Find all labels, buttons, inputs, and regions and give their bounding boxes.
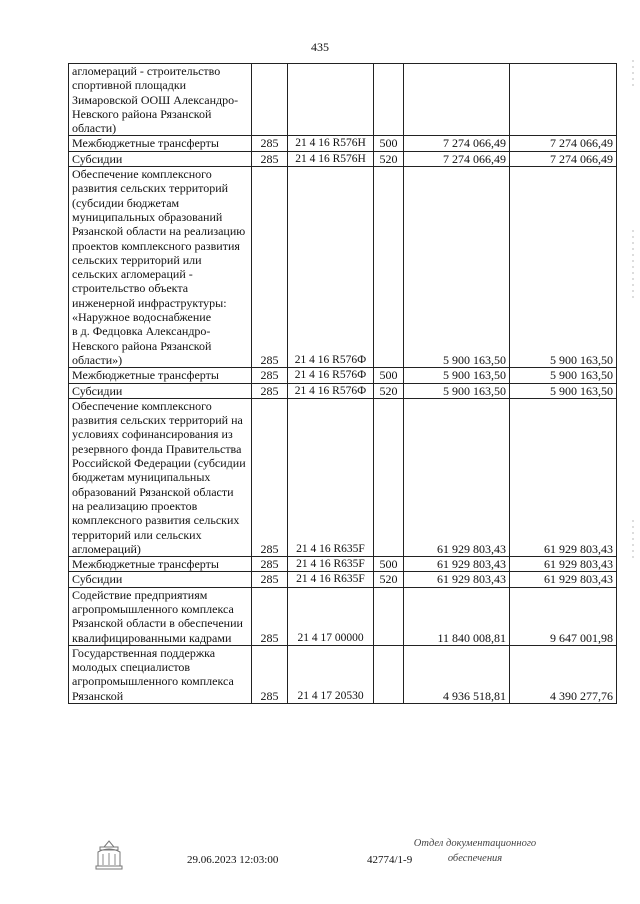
cell-value-1: 5 900 163,50 [404,368,510,383]
cell-gr: 285 [252,587,288,645]
footer-doc-number: 42774/1-9 [367,854,413,866]
cell-gr: 285 [252,572,288,587]
cell-gr: 285 [252,167,288,368]
table-row [69,167,617,368]
cell-value-1: 4 936 518,81 [404,645,510,703]
cell-value-1: 11 840 008,81 [404,587,510,645]
cell-cs: 21 4 16 R576Н [288,151,374,166]
cell-vr: 520 [374,383,404,398]
cell-name: Государственная поддержка молодых специалистов агропромышленного комплекса Рязанской [69,645,252,703]
cell-cs: 21 4 17 20530 [288,645,374,703]
table-row [69,572,617,587]
cell-gr: 285 [252,136,288,151]
cell-vr [374,167,404,368]
cell-vr: 520 [374,572,404,587]
table-row [69,151,617,166]
cell-value-2: 5 900 163,50 [510,167,617,368]
cell-value-1: 61 929 803,43 [404,398,510,556]
stamp-line-1: Отдел документационного [413,838,537,849]
cell-cs [288,64,374,136]
cell-name: Субсидии [69,383,252,398]
cell-value-1: 7 274 066,49 [404,151,510,166]
cell-gr: 285 [252,151,288,166]
cell-value-2: 61 929 803,43 [510,572,617,587]
cell-name: агломераций - строительство спортивной площадки Зимаровской ООШ Александро-Невского района Рязанской области) [69,64,252,136]
cell-gr: 285 [252,368,288,383]
table-row [69,398,617,556]
cell-value-1: 61 929 803,43 [404,557,510,572]
cell-cs: 21 4 17 00000 [288,587,374,645]
cell-value-2: 5 900 163,50 [510,368,617,383]
cell-name: Межбюджетные трансферты [69,557,252,572]
cell-value-1 [404,64,510,136]
department-stamp [395,836,555,866]
table-row [69,136,617,151]
cell-value-2: 7 274 066,49 [510,151,617,166]
cell-cs: 21 4 16 R576Ф [288,368,374,383]
table-row [69,557,617,572]
cell-value-2: 5 900 163,50 [510,383,617,398]
cell-name: Субсидии [69,151,252,166]
footer-date: 29.06.2023 12:03:00 [187,854,279,866]
cell-value-1: 7 274 066,49 [404,136,510,151]
cell-name: Обеспечение комплексного развития сельских территорий (субсидии бюджетам муниципальных образований Рязанской области на реализацию проектов комплексного развития сельских территорий или сельских агломераций - строительство объекта инженерной инфраструктуры: «Наружное водоснабжение в д. Федцовка Александро-Невского района Рязанской области») [69,167,252,368]
cell-name: Обеспечение комплексного развития сельских территорий на условиях софинансирования из резервного фонда Правительства Российской Федерации (субсидии бюджетам муниципальных образований Рязанской области на реализацию проектов комплексного развития сельских территорий или сельских агломераций) [69,398,252,556]
cell-name: Содействие предприятиям агропромышленного комплекса Рязанской области в обеспечении квалифицированными кадрами [69,587,252,645]
cell-vr: 500 [374,368,404,383]
cell-vr [374,645,404,703]
cell-gr: 285 [252,645,288,703]
cell-value-2: 7 274 066,49 [510,136,617,151]
cell-cs: 21 4 16 R635F [288,557,374,572]
cell-value-1: 5 900 163,50 [404,383,510,398]
cell-gr: 285 [252,557,288,572]
cell-value-1: 5 900 163,50 [404,167,510,368]
cell-vr [374,64,404,136]
page-number: 435 [311,40,329,54]
cell-vr [374,398,404,556]
cell-value-1: 61 929 803,43 [404,572,510,587]
cell-name: Межбюджетные трансферты [69,136,252,151]
cell-cs: 21 4 16 R576Ф [288,167,374,368]
cell-cs: 21 4 16 R576Н [288,136,374,151]
cell-gr: 285 [252,398,288,556]
stamp-line-2: обеспечения [447,853,503,864]
cell-value-2: 61 929 803,43 [510,557,617,572]
table-row [69,383,617,398]
cell-vr: 500 [374,557,404,572]
cell-value-2: 9 647 001,98 [510,587,617,645]
budget-table [68,63,617,704]
cell-vr: 520 [374,151,404,166]
table-row [69,645,617,703]
cell-value-2 [510,64,617,136]
cell-vr: 500 [374,136,404,151]
cell-cs: 21 4 16 R635F [288,398,374,556]
table-row [69,587,617,645]
cell-gr: 285 [252,383,288,398]
cell-gr [252,64,288,136]
cell-name: Межбюджетные трансферты [69,368,252,383]
emblem-logo [92,838,126,872]
cell-name: Субсидии [69,572,252,587]
cell-value-2: 61 929 803,43 [510,398,617,556]
cell-cs: 21 4 16 R576Ф [288,383,374,398]
cell-vr [374,587,404,645]
cell-value-2: 4 390 277,76 [510,645,617,703]
table-row [69,368,617,383]
scan-margin-marks [630,0,636,904]
table-row [69,64,617,136]
cell-cs: 21 4 16 R635F [288,572,374,587]
